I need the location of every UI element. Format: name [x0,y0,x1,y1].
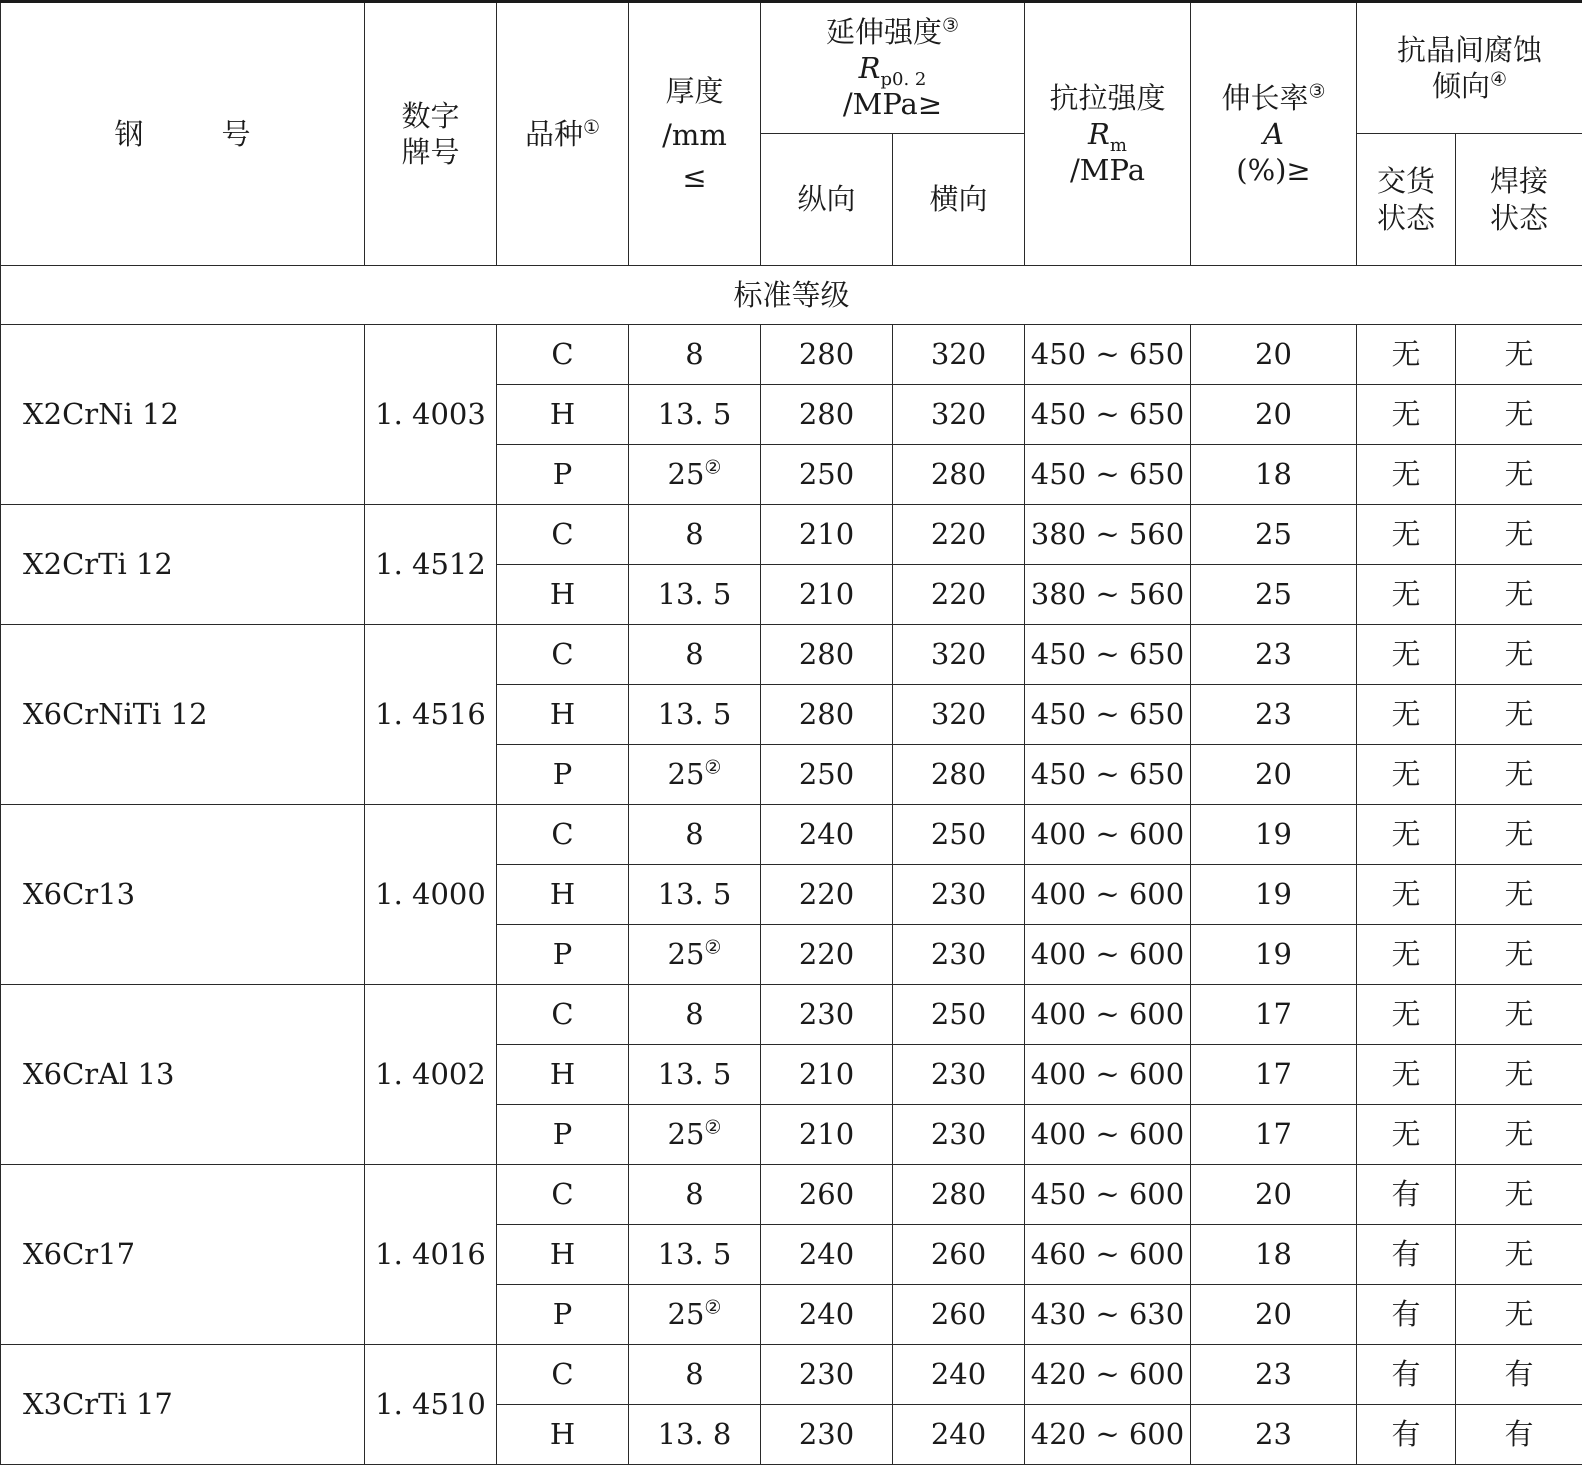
section-row [1,266,1582,325]
table-header [1,2,1582,266]
tensile-strength-cell: 450 ~ 650 [1025,445,1191,505]
thickness-value: 13. 5 [657,697,732,732]
elongation-cell: 17 [1191,1045,1357,1105]
footnote-mark: ④ [1489,68,1508,91]
steel-grade-cell: X6Cr17 [1,1165,365,1345]
elongation-cell: 18 [1191,445,1357,505]
tensile-strength-cell: 460 ~ 600 [1025,1225,1191,1285]
thickness-cell [629,1045,761,1105]
yield-longitudinal-cell: 210 [761,505,893,565]
header-product-form-label: 品种 [524,116,583,151]
table-row [1,985,1582,1045]
thickness-cell [629,805,761,865]
tensile-strength-cell: 450 ~ 650 [1025,625,1191,685]
header-tensile-subscript: m [1109,134,1127,156]
igc-delivered-cell: 有 [1357,1165,1456,1225]
igc-delivered-cell: 无 [1357,865,1456,925]
igc-delivered-cell: 无 [1357,925,1456,985]
tensile-strength-cell: 430 ~ 630 [1025,1285,1191,1345]
tensile-strength-cell: 400 ~ 600 [1025,925,1191,985]
yield-longitudinal-cell: 280 [761,625,893,685]
igc-delivered-cell: 无 [1357,505,1456,565]
yield-transverse-cell: 280 [893,445,1025,505]
header-welded-condition [1456,134,1582,266]
igc-delivered-cell: 无 [1357,445,1456,505]
header-steel-grade-char1: 钢 [114,116,144,151]
tensile-strength-cell: 400 ~ 600 [1025,1105,1191,1165]
thickness-value: 25 [667,757,705,792]
igc-welded-cell: 无 [1456,865,1582,925]
header-elongation [1191,2,1357,266]
thickness-value: 8 [685,997,704,1032]
product-form-cell: P [497,745,629,805]
yield-transverse-cell: 280 [893,745,1025,805]
header-tensile-strength [1025,2,1191,266]
elongation-cell: 20 [1191,1165,1357,1225]
table-row [1,325,1582,385]
thickness-value: 25 [667,1117,705,1152]
yield-longitudinal-cell: 250 [761,745,893,805]
igc-welded-cell: 无 [1456,385,1582,445]
yield-longitudinal-cell: 240 [761,1285,893,1345]
footnote-mark: ② [704,756,722,779]
steel-number-cell: 1. 4003 [365,325,497,505]
footnote-mark: ② [704,936,722,959]
header-digital-number-line2: 牌号 [401,135,460,169]
thickness-value: 13. 5 [657,1057,732,1092]
table-row [1,1345,1582,1405]
steel-number-cell: 1. 4016 [365,1165,497,1345]
igc-welded-cell: 有 [1456,1405,1582,1465]
thickness-cell [629,505,761,565]
thickness-value: 13. 5 [657,397,732,432]
header-yield-symbol: R [858,50,881,85]
product-form-cell: P [497,925,629,985]
steel-grade-cell: X6Cr13 [1,805,365,985]
elongation-cell: 23 [1191,685,1357,745]
thickness-value: 25 [667,937,705,972]
header-igc-title-line1: 抗晶间腐蚀 [1397,32,1543,67]
tensile-strength-cell: 450 ~ 650 [1025,745,1191,805]
thickness-cell [629,1225,761,1285]
steel-grade-cell: X6CrAl 13 [1,985,365,1165]
header-digital-number [365,2,497,266]
thickness-value: 8 [685,337,704,372]
yield-longitudinal-cell: 280 [761,325,893,385]
igc-welded-cell: 无 [1456,685,1582,745]
yield-longitudinal-cell: 210 [761,1105,893,1165]
thickness-cell [629,1285,761,1345]
product-form-cell: P [497,445,629,505]
product-form-cell: C [497,325,629,385]
steel-grade-cell: X6CrNiTi 12 [1,625,365,805]
thickness-value: 8 [685,1357,704,1392]
steel-number-cell: 1. 4512 [365,505,497,625]
yield-longitudinal-cell: 280 [761,685,893,745]
thickness-value: 13. 5 [657,877,732,912]
header-elongation-title: 伸长率 [1221,80,1309,115]
header-tensile-title: 抗拉强度 [1049,80,1166,115]
elongation-cell: 25 [1191,565,1357,625]
product-form-cell: P [497,1105,629,1165]
yield-longitudinal-cell: 230 [761,1405,893,1465]
elongation-cell: 19 [1191,865,1357,925]
thickness-value: 25 [667,457,705,492]
yield-longitudinal-cell: 210 [761,1045,893,1105]
table-body [1,266,1582,1465]
yield-longitudinal-cell: 210 [761,565,893,625]
steel-number-cell: 1. 4516 [365,625,497,805]
yield-transverse-cell: 320 [893,385,1025,445]
thickness-value: 8 [685,517,704,552]
elongation-cell: 20 [1191,325,1357,385]
thickness-cell [629,1165,761,1225]
igc-delivered-cell: 无 [1357,685,1456,745]
header-delivered-line2: 状态 [1376,200,1435,235]
yield-transverse-cell: 320 [893,685,1025,745]
steel-number-cell: 1. 4000 [365,805,497,985]
yield-transverse-cell: 220 [893,505,1025,565]
yield-transverse-cell: 280 [893,1165,1025,1225]
tensile-strength-cell: 380 ~ 560 [1025,565,1191,625]
tensile-strength-cell: 450 ~ 600 [1025,1165,1191,1225]
igc-delivered-cell: 无 [1357,985,1456,1045]
header-steel-grade-char2: 号 [221,116,251,151]
elongation-cell: 17 [1191,985,1357,1045]
thickness-cell [629,1405,761,1465]
igc-welded-cell: 无 [1456,625,1582,685]
yield-longitudinal-cell: 260 [761,1165,893,1225]
header-delivered-line1: 交货 [1376,164,1435,199]
product-form-cell: C [497,985,629,1045]
igc-delivered-cell: 无 [1357,1105,1456,1165]
header-igc-resistance [1357,2,1582,134]
thickness-value: 25 [667,1297,705,1332]
elongation-cell: 17 [1191,1105,1357,1165]
header-igc-title-line2: 倾向 [1431,69,1490,103]
footnote-mark: ③ [941,13,960,36]
header-transverse: 横向 [893,134,1025,266]
igc-welded-cell: 无 [1456,985,1582,1045]
thickness-value: 8 [685,817,704,852]
tensile-strength-cell: 450 ~ 650 [1025,325,1191,385]
header-yield-strength [761,2,1025,134]
header-thickness-unit: /mm [662,117,727,152]
elongation-cell: 20 [1191,745,1357,805]
elongation-cell: 19 [1191,925,1357,985]
header-yield-unit: /MPa≥ [842,87,943,122]
yield-transverse-cell: 220 [893,565,1025,625]
yield-transverse-cell: 260 [893,1285,1025,1345]
header-elongation-unit: (%)≥ [1236,153,1311,188]
yield-longitudinal-cell: 230 [761,1345,893,1405]
igc-delivered-cell: 无 [1357,1045,1456,1105]
yield-longitudinal-cell: 220 [761,865,893,925]
table-row [1,505,1582,565]
section-label: 标准等级 [1,266,1582,325]
header-delivered-condition [1357,134,1456,266]
tensile-strength-cell: 400 ~ 600 [1025,1045,1191,1105]
tensile-strength-cell: 450 ~ 650 [1025,385,1191,445]
igc-welded-cell: 无 [1456,1225,1582,1285]
igc-welded-cell: 无 [1456,1045,1582,1105]
thickness-value: 13. 5 [657,577,732,612]
yield-transverse-cell: 320 [893,325,1025,385]
header-thickness-line1: 厚度 [665,73,724,108]
elongation-cell: 20 [1191,385,1357,445]
yield-transverse-cell: 260 [893,1225,1025,1285]
header-product-form [497,2,629,266]
igc-delivered-cell: 无 [1357,565,1456,625]
tensile-strength-cell: 400 ~ 600 [1025,985,1191,1045]
igc-welded-cell: 无 [1456,745,1582,805]
elongation-cell: 25 [1191,505,1357,565]
header-welded-line2: 状态 [1490,200,1549,235]
product-form-cell: H [497,865,629,925]
thickness-cell [629,745,761,805]
igc-welded-cell: 无 [1456,565,1582,625]
igc-welded-cell: 无 [1456,1165,1582,1225]
product-form-cell: H [497,685,629,745]
product-form-cell: C [497,625,629,685]
yield-transverse-cell: 250 [893,805,1025,865]
thickness-cell [629,445,761,505]
product-form-cell: H [497,1045,629,1105]
steel-grade-cell: X2CrTi 12 [1,505,365,625]
product-form-cell: C [497,1165,629,1225]
header-yield-subscript: p0. 2 [880,68,927,90]
header-longitudinal: 纵向 [761,134,893,266]
igc-delivered-cell: 无 [1357,745,1456,805]
thickness-cell [629,565,761,625]
steel-number-cell: 1. 4510 [365,1345,497,1465]
elongation-cell: 23 [1191,625,1357,685]
header-elongation-symbol: A [1263,116,1284,151]
thickness-cell [629,925,761,985]
thickness-cell [629,865,761,925]
thickness-cell [629,625,761,685]
footnote-mark: ③ [1308,79,1326,102]
elongation-cell: 19 [1191,805,1357,865]
thickness-cell [629,685,761,745]
table-row [1,805,1582,865]
footnote-mark: ② [704,1116,722,1139]
igc-delivered-cell: 无 [1357,805,1456,865]
header-thickness-limit: ≤ [682,160,707,195]
thickness-cell [629,385,761,445]
yield-transverse-cell: 240 [893,1405,1025,1465]
tensile-strength-cell: 450 ~ 650 [1025,685,1191,745]
igc-delivered-cell: 无 [1357,625,1456,685]
header-thickness [629,2,761,266]
steel-number-cell: 1. 4002 [365,985,497,1165]
yield-longitudinal-cell: 250 [761,445,893,505]
tensile-strength-cell: 380 ~ 560 [1025,505,1191,565]
table-row [1,1165,1582,1225]
thickness-cell [629,1345,761,1405]
product-form-cell: H [497,1405,629,1465]
yield-transverse-cell: 240 [893,1345,1025,1405]
header-yield-title: 延伸强度 [825,14,942,49]
header-welded-line1: 焊接 [1490,164,1549,199]
table-row [1,625,1582,685]
yield-longitudinal-cell: 230 [761,985,893,1045]
igc-delivered-cell: 有 [1357,1405,1456,1465]
steel-grade-cell: X2CrNi 12 [1,325,365,505]
product-form-cell: H [497,385,629,445]
yield-longitudinal-cell: 240 [761,1225,893,1285]
header-tensile-unit: /MPa [1070,153,1145,188]
thickness-value: 8 [685,637,704,672]
product-form-cell: P [497,1285,629,1345]
igc-welded-cell: 无 [1456,1105,1582,1165]
igc-welded-cell: 无 [1456,445,1582,505]
header-steel-grade [1,2,365,266]
igc-welded-cell: 无 [1456,325,1582,385]
product-form-cell: H [497,565,629,625]
igc-welded-cell: 无 [1456,805,1582,865]
yield-transverse-cell: 230 [893,1105,1025,1165]
header-tensile-symbol: R [1088,116,1110,151]
product-form-cell: C [497,505,629,565]
yield-transverse-cell: 230 [893,1045,1025,1105]
thickness-value: 13. 8 [657,1417,732,1452]
product-form-cell: C [497,1345,629,1405]
product-form-cell: C [497,805,629,865]
yield-longitudinal-cell: 240 [761,805,893,865]
yield-transverse-cell: 230 [893,925,1025,985]
igc-delivered-cell: 无 [1357,325,1456,385]
igc-delivered-cell: 有 [1357,1345,1456,1405]
footnote-mark: ① [582,116,601,139]
yield-transverse-cell: 320 [893,625,1025,685]
igc-delivered-cell: 有 [1357,1285,1456,1345]
yield-longitudinal-cell: 220 [761,925,893,985]
igc-delivered-cell: 无 [1357,385,1456,445]
yield-transverse-cell: 230 [893,865,1025,925]
igc-welded-cell: 有 [1456,1345,1582,1405]
footnote-mark: ② [704,456,722,479]
elongation-cell: 20 [1191,1285,1357,1345]
tensile-strength-cell: 400 ~ 600 [1025,865,1191,925]
igc-welded-cell: 无 [1456,925,1582,985]
footnote-mark: ② [704,1296,722,1319]
steel-grade-cell: X3CrTi 17 [1,1345,365,1465]
thickness-cell [629,985,761,1045]
product-form-cell: H [497,1225,629,1285]
elongation-cell: 23 [1191,1345,1357,1405]
elongation-cell: 23 [1191,1405,1357,1465]
igc-welded-cell: 无 [1456,1285,1582,1345]
igc-delivered-cell: 有 [1357,1225,1456,1285]
thickness-value: 8 [685,1177,704,1212]
tensile-strength-cell: 420 ~ 600 [1025,1345,1191,1405]
tensile-strength-cell: 400 ~ 600 [1025,805,1191,865]
yield-longitudinal-cell: 280 [761,385,893,445]
thickness-cell [629,325,761,385]
header-digital-number-line1: 数字 [401,98,460,133]
thickness-cell [629,1105,761,1165]
tensile-strength-cell: 420 ~ 600 [1025,1405,1191,1465]
igc-welded-cell: 无 [1456,505,1582,565]
thickness-value: 13. 5 [657,1237,732,1272]
elongation-cell: 18 [1191,1225,1357,1285]
yield-transverse-cell: 250 [893,985,1025,1045]
